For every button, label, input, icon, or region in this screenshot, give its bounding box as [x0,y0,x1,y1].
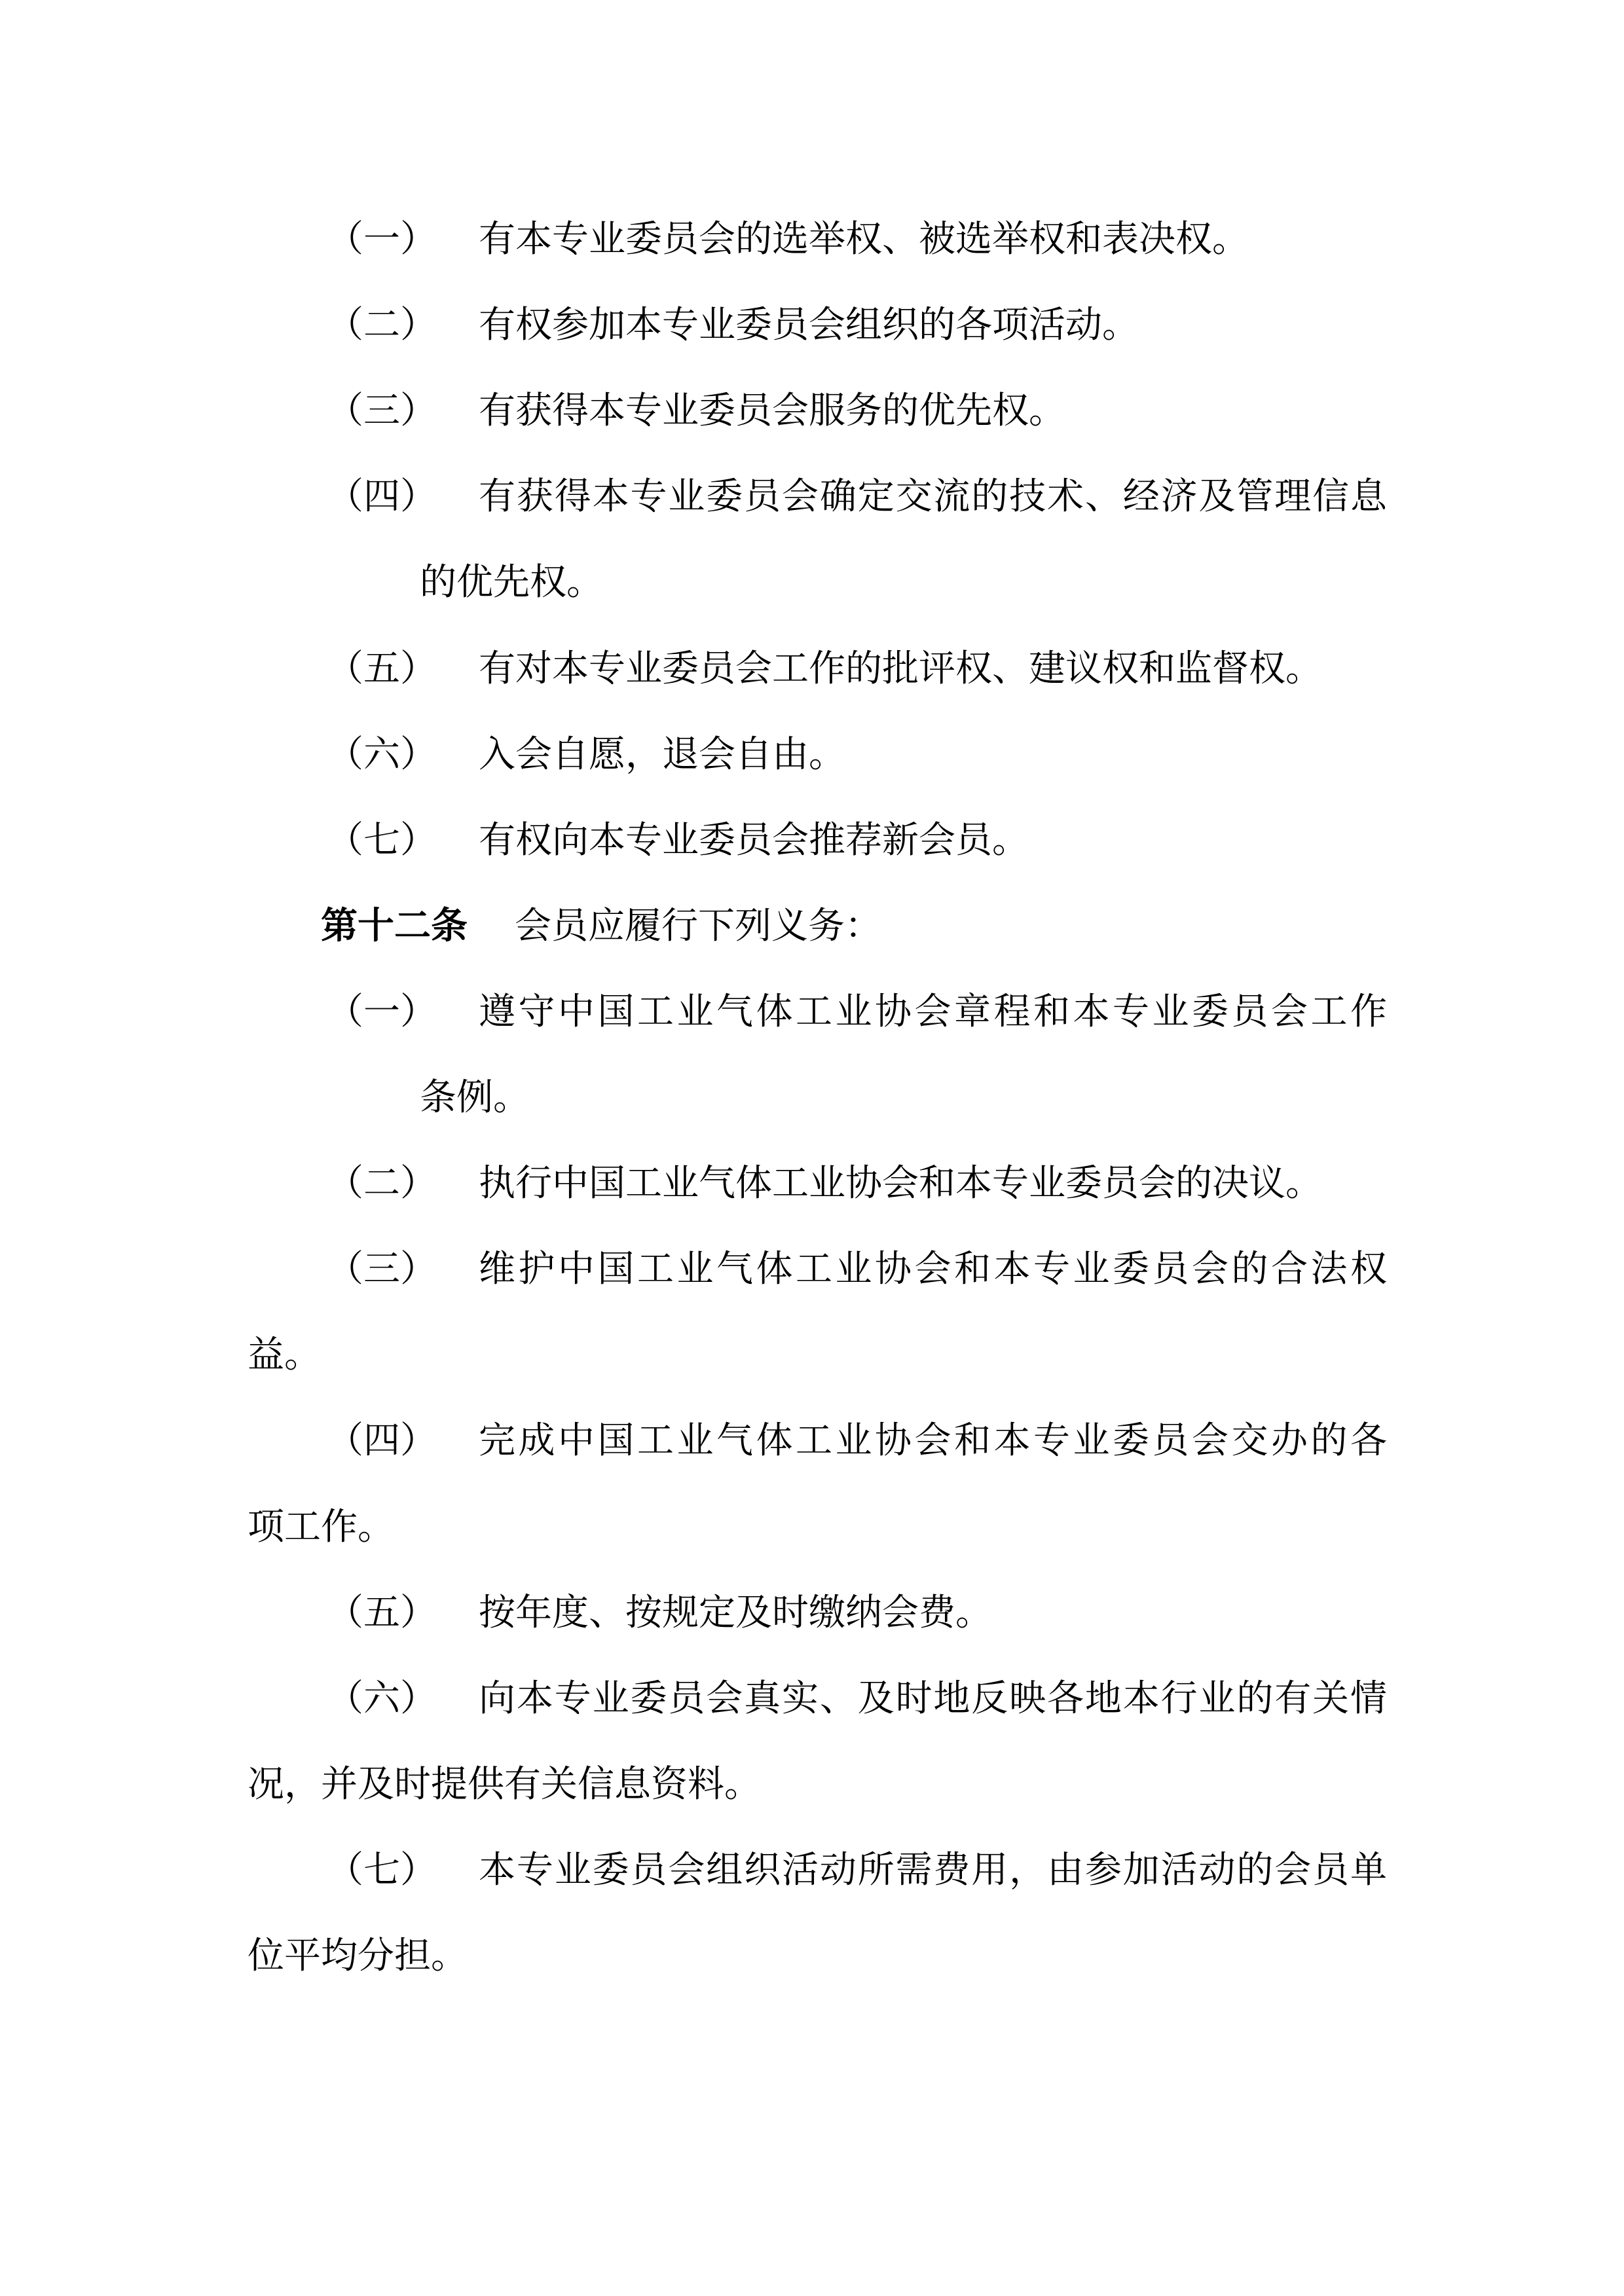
line-text: 执行中国工业气体工业协会和本专业委员会的决议。 [479,1163,1322,1205]
line-text: 项工作。 [248,1506,394,1548]
line-text: 位平均分担。 [248,1936,468,1977]
item-number-label: （二） [327,305,437,346]
line-text: 有权参加本专业委员会组织的各项活动。 [479,305,1139,346]
item-number-label: （五） [327,1592,437,1633]
line-text: 按年度、按规定及时缴纳会费。 [479,1592,992,1633]
line-text: 维护中国工业气体工业协会和本专业委员会的合法权 [479,1249,1387,1290]
line-text: 有权向本专业委员会推荐新会员。 [479,820,1029,861]
item-number-label: （四） [327,1421,437,1462]
item-number-label: （三） [327,1249,437,1290]
item-number-label: （二） [327,1163,437,1205]
item-number-label: （四） [327,477,437,518]
item-number-label: （六） [327,734,437,775]
line-text: 完成中国工业气体工业协会和本专业委员会交办的各 [479,1421,1387,1462]
line-text: 向本专业委员会真实、及时地反映各地本行业的有关情 [479,1678,1387,1719]
item-number-label: （七） [327,820,437,861]
line-text: 况，并及时提供有关信息资料。 [248,1764,761,1805]
item-number-label: （一） [327,219,437,260]
item-number-label: （一） [327,991,437,1032]
line-text: 有获得本专业委员会服务的优先权。 [479,391,1065,432]
line-text: 益。 [248,1335,321,1376]
line-text: 入会自愿，退会自由。 [479,734,845,775]
item-number-label: （三） [327,391,437,432]
line-text: 本专业委员会组织活动所需费用，由参加活动的会员单 [479,1850,1387,1891]
line-text: 遵守中国工业气体工业协会章程和本专业委员会工作 [479,991,1387,1032]
article-heading: 第十二条 [321,905,468,947]
item-number-label: （六） [327,1678,437,1719]
line-text: 有本专业委员会的选举权、被选举权和表决权。 [479,219,1249,260]
line-text: 有对本专业委员会工作的批评权、建议权和监督权。 [479,648,1322,689]
line-text: 会员应履行下列义务： [515,905,881,947]
line-text: 条例。 [420,1078,530,1118]
item-number-label: （五） [327,648,437,689]
item-number-label: （七） [327,1850,437,1891]
line-text: 有获得本专业委员会确定交流的技术、经济及管理信息 [479,477,1387,518]
line-text: 的优先权。 [420,562,603,604]
